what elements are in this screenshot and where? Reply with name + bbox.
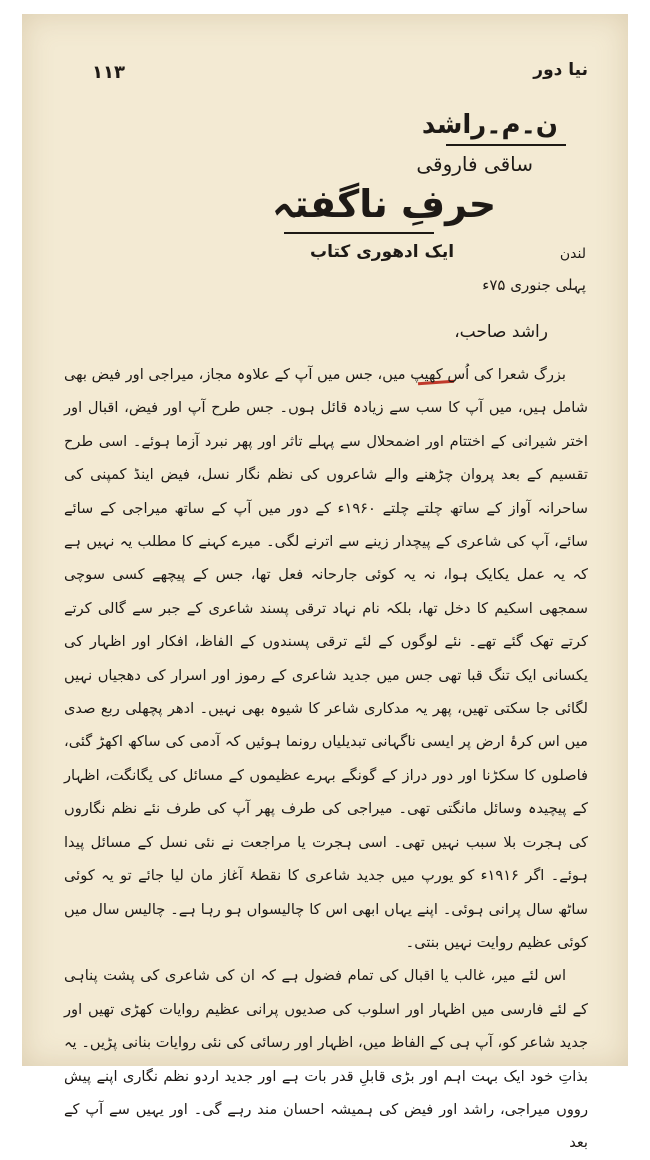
body-paragraph: اس لئے میر، غالب یا اقبال کی تمام فضول ہے کہ ان کی شاعری کی پشت پناہی کے لئے فارسی میں اظہار اور اسلوب کی صدیوں پرانی عظیم روایات کھڑی تھیں اور جدید شاعر کو، آپ ہی کے الفاظ میں، اظہار اور رسائی کی نئی روایات بنانی پڑیں۔ یہ بذاتِ خود ایک بہت اہم اور بڑی قابلِ قدر بات ہے اور جدید اردو نظم نگاری اپنے پیش رووں میراجی، راشد اور فیض کی ہمیشہ احسان مند رہے گی۔ اور یہیں سے آپ کے بعد — [64, 967, 588, 1152]
letter-date: پہلی جنوری ۷۵ء — [482, 276, 586, 294]
running-header: نیا دور — [533, 60, 588, 80]
title-underline — [284, 232, 434, 234]
author-underline — [446, 144, 566, 146]
page-subtitle: ایک ادھوری کتاب — [310, 242, 455, 262]
page-title: حرفِ ناگفتہ — [272, 182, 497, 226]
book-page — [22, 14, 628, 1152]
letter-place: لندن — [559, 246, 586, 262]
author-byline: ساقی فاروقی — [416, 152, 533, 176]
page-number: ۱۱۳ — [92, 62, 125, 83]
body-paragraph: بزرگ شعرا کی اُس کھیپ میں، جس میں آپ کے علاوہ مجاز، میراجی اور فیض بھی شامل ہیں، میں آپ کا سب سے زیادہ قائل ہوں۔ جس طرح آپ اور فیض، اقبال اور اختر شیرانی کے اختتام اور اضمحلال سے پہلے تاثر اور پھر نبرد آزما ہوئے۔ اسی طرح تقسیم کے بعد پروان چڑھنے والے شاعروں کی نظم نگار نسل، فیض اینڈ کمپنی کی ساحرانہ آواز کے ساتھ چلتے چلتے ۱۹۶۰ء کے دور میں آپ کے ساتھ میراجی کے سائے سائے، آپ کی شاعری کے پیچدار زینے سے اترنے لگی۔ میرے کہنے کا مطلب یہ نہیں ہے کہ یہ عمل یکایک ہوا، نہ یہ کوئی جارحانہ فعل تھا، جس کے پیچھے کسی سوچی سمجھی اسکیم کا دخل تھا، بلکہ نام نہاد ترقی پسند شاعری کے جبر سے گالی کرتے کرتے تھک گئے تھے۔ نئے لوگوں کے لئے ترقی پسندوں کے الفاظ، افکار اور اظہار کی یکسانی ایک تنگ قبا تھی جس میں جدید شاعری کے رموز اور اسرار کی دھجیاں نہیں لگائی جا سکتی تھیں، پھر یہ مدکاری شاعر کا شیوہ بھی نہیں۔ ادھر پچھلی ربع صدی میں اس کرۂ ارض پر ایسی ناگہانی تبدیلیاں رونما ہوئیں کہ آدمی کی ساکھ اکھڑ گئی، فاصلوں کا سکڑنا اور دور دراز کے گونگے بہرے عظیموں کے مسائل کی یگانگت، اظہار کے پیچیدہ وسائل مانگتی تھی۔ میراجی کی طرف پھر آپ کی طرف نئے نظم نگاروں کی ہجرت بلا سبب نہیں تھی۔ اسی ہجرت یا مراجعت نے نئی نسل کے مسائل پیدا ہوئے۔ اگر ۱۹۱۶ء کو یورپ میں جدید شاعری کا نقطۂ آغاز مان لیا جائے تو یہ کوئی ساٹھ سال پرانی ہوئی۔ اپنے یہاں ابھی اس کا چالیسواں ہو رہا ہے۔ چالیس سال میں کوئی عظیم روایت نہیں بنتی۔ — [64, 366, 588, 951]
letter-body — [64, 358, 588, 1160]
author-name: ن۔م۔راشد — [421, 110, 558, 140]
letter-salutation: راشد صاحب، — [454, 322, 548, 342]
